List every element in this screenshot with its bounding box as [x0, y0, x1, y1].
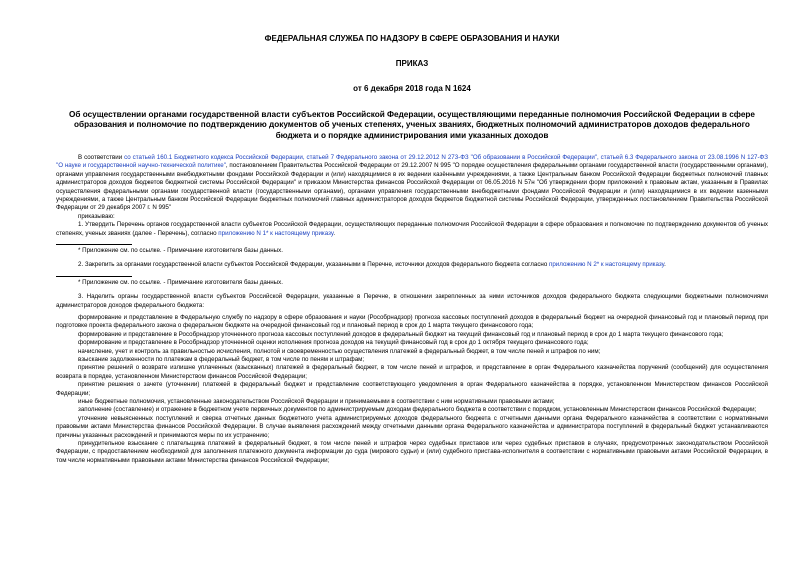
power-item: начисление, учет и контроль за правильностью исчисления, полнотой и своевременностью осуществления платежей в федеральный бюджет, в том числе пеней и штрафов по ним;: [78, 347, 601, 355]
power-item: взыскание задолженности по платежам в федеральный бюджет, в том числе по пеням и штрафам;: [78, 356, 365, 364]
document-page: [56, 34, 768, 465]
footnote-1: * Приложение см. по ссылке. - Примечание изготовителя базы данных.: [78, 246, 283, 254]
power-item: принудительное взыскание с плательщика платежей в федеральный бюджет, в том числе пеней и штрафов через судебных приставов или через судебных приставов в случаях, предусмотренных законодательством Российской Федерации, с предоставлением необходимой для заполнения платежного документа информации до суда (мирового судьи) и (или) судебного пристава-исполнителя в соответствии с нормативными правовыми актами Российской Федерации, в том числе нормативными правовыми актами Министерства финансов Российской Федерации;: [56, 440, 768, 464]
order-word: приказываю:: [78, 212, 115, 220]
power-item: заполнение (составление) и отражение в бюджетном учете первичных документов по администрируемым доходам федерального бюджета в соответствии с порядком, установленным Министерством финансов Российской Федерации;: [78, 406, 757, 414]
power-item: формирование и представление в Федеральную службу по надзору в сфере образования и науки (Рособрнадзор) прогноза кассовых поступлений доходов в федеральный бюджет на очередной финансовый год и плановый период при подготовке проекта федерального закона о федеральном бюджете на очередной финансовый год и плановый период в срок до 1 марта текущего финансового года;: [56, 313, 768, 330]
legal-reference-link[interactable]: со статьей 160.1 Бюджетного кодекса Российской Федерации, статьей 7 Федерального закона от 29.12.2012 N 273-ФЗ "Об образовании в Российской Федерации", статьей 6.3 Федерального закона от 23.08.1996 N 127-ФЗ "О науке и государственной научно-технической политике": [56, 153, 768, 170]
power-item: принятие решения о зачете (уточнении) платежей в федеральный бюджет и представление соответствующего уведомления в орган Федерального казначейства в порядке, установленном Министерством финансов Российской Федерации;: [56, 381, 768, 397]
power-item: формирование и представление в Рособрнадзор уточненного прогноза кассовых поступлений доходов в федеральный бюджет на текущий финансовый год и плановый период в срок до 1 марта текущего финансового года;: [78, 330, 724, 338]
preamble-text-1: В соответствии: [78, 153, 125, 161]
document-title: Об осуществлении органами государственной власти субъектов Российской Федерации, осуществляющими переданные полномочия Российской Федерации в сфере образования и полномочие по подтверждению документов об ученых степенях, ученых званиях, бюджетных полномочий администраторов доходов федерального бюджета и о порядке администрирования ими указанных доходов: [69, 110, 755, 140]
item-2-text: 2. Закрепить за органами государственной власти субъектов Российской Федерации, указанными в Перечне, источники доходов федерального бюджета согласно: [78, 261, 550, 269]
item-1-tail: .: [333, 229, 336, 237]
footnote-divider: [56, 276, 132, 277]
appendix-1-link[interactable]: приложению N 1* к настоящему приказу: [218, 229, 334, 237]
power-item: иные бюджетные полномочия, установленные законодательством Российской Федерации и принимаемыми в соответствии с ним нормативными правовыми актами;: [78, 398, 555, 406]
footnote-2: * Приложение см. по ссылке. - Примечание изготовителя базы данных.: [78, 278, 283, 286]
item-2-tail: .: [664, 261, 666, 269]
item-2-paragraph: [56, 261, 768, 269]
preamble-paragraph: [56, 154, 768, 213]
document-date-number: от 6 декабря 2018 года N 1624: [353, 84, 471, 93]
item-1-paragraph: [56, 221, 768, 238]
power-item: формирование и представление в Рособрнадзор уточненной оценки исполнения прогноза доходов на текущий финансовый год в срок до 1 октября текущего финансового года;: [78, 339, 589, 347]
item-1-text: 1. Утвердить Перечень органов государственной власти субъектов Российской Федерации, осуществляющих переданные полномочия Российской Федерации в сфере образования и полномочие по подтверждению документов об ученых степенях, ученых званиях (далее - Перечень), согласно: [56, 221, 768, 237]
issuing-organization: ФЕДЕРАЛЬНАЯ СЛУЖБА ПО НАДЗОРУ В СФЕРЕ ОБРАЗОВАНИЯ И НАУКИ: [264, 34, 560, 43]
preamble-text-2: , постановлением Правительства Российской Федерации от 29.12.2007 N 995 "О порядке осуществления федеральными органами государственной власти (государственными органами), органами управления государственными внебюджетными фондами Российской Федерации и (или) находящимися в их ведении казёнными учреждениями, а также Центральным банком Российской Федерации бюджетных полномочий главных администраторов доходов бюджетов бюджетной системы Российской Федерации": [56, 162, 768, 187]
document-type: ПРИКАЗ: [395, 59, 429, 68]
item-3-paragraph: 3. Наделить органы государственной власти субъектов Российской Федерации, указанные в Перечне, в отношении закрепленных за ними источников доходов федерального бюджета следующими бюджетными полномочиями администраторов доходов федерального бюджета:: [56, 293, 768, 309]
appendix-2-link[interactable]: приложению N 2* к настоящему приказу: [549, 261, 665, 269]
power-item: уточнение невыясненных поступлений и сверка отчетных данных бюджетного учета администрируемых доходов федерального бюджета с отчетными данными органа Федерального казначейства в соответствии с нормативными правовыми актами Министерства финансов Российской Федерации. В случае выявления расхождений между отчетными данными органа Федерального казначейства и администратора поступлений в федеральный бюджет устанавливаются причины указанных расхождений и принимаются меры по их устранению;: [56, 414, 768, 439]
preamble-text-3: и приказом Министерства финансов Российской Федерации от 06.05.2016 N 57н "Об утверждении форм приложений к правовым актам, указанным в Правилах осуществления федеральными органами государственной власти (государственными органами), органами управления государственными внебюджетными фондами Российской Федерации и (или) находящимися в их ведении казенными учреждениями, а также Центральным банком Российской Федерации бюджетных полномочий главных администраторов доходов бюджетов бюджетной системы Российской Федерации, утвержденных постановлением Правительства Российской Федерации от 29 декабря 2007 г. N 995": [56, 179, 768, 212]
footnote-divider: [56, 244, 132, 245]
power-item: принятие решений о возврате излишне уплаченных (взысканных) платежей в федеральный бюджет, в том числе пеней и штрафов, и представление в орган Федерального казначейства поручений (сообщений) для осуществления возврата в порядке, установленном Министерством финансов Российской Федерации;: [56, 364, 768, 380]
